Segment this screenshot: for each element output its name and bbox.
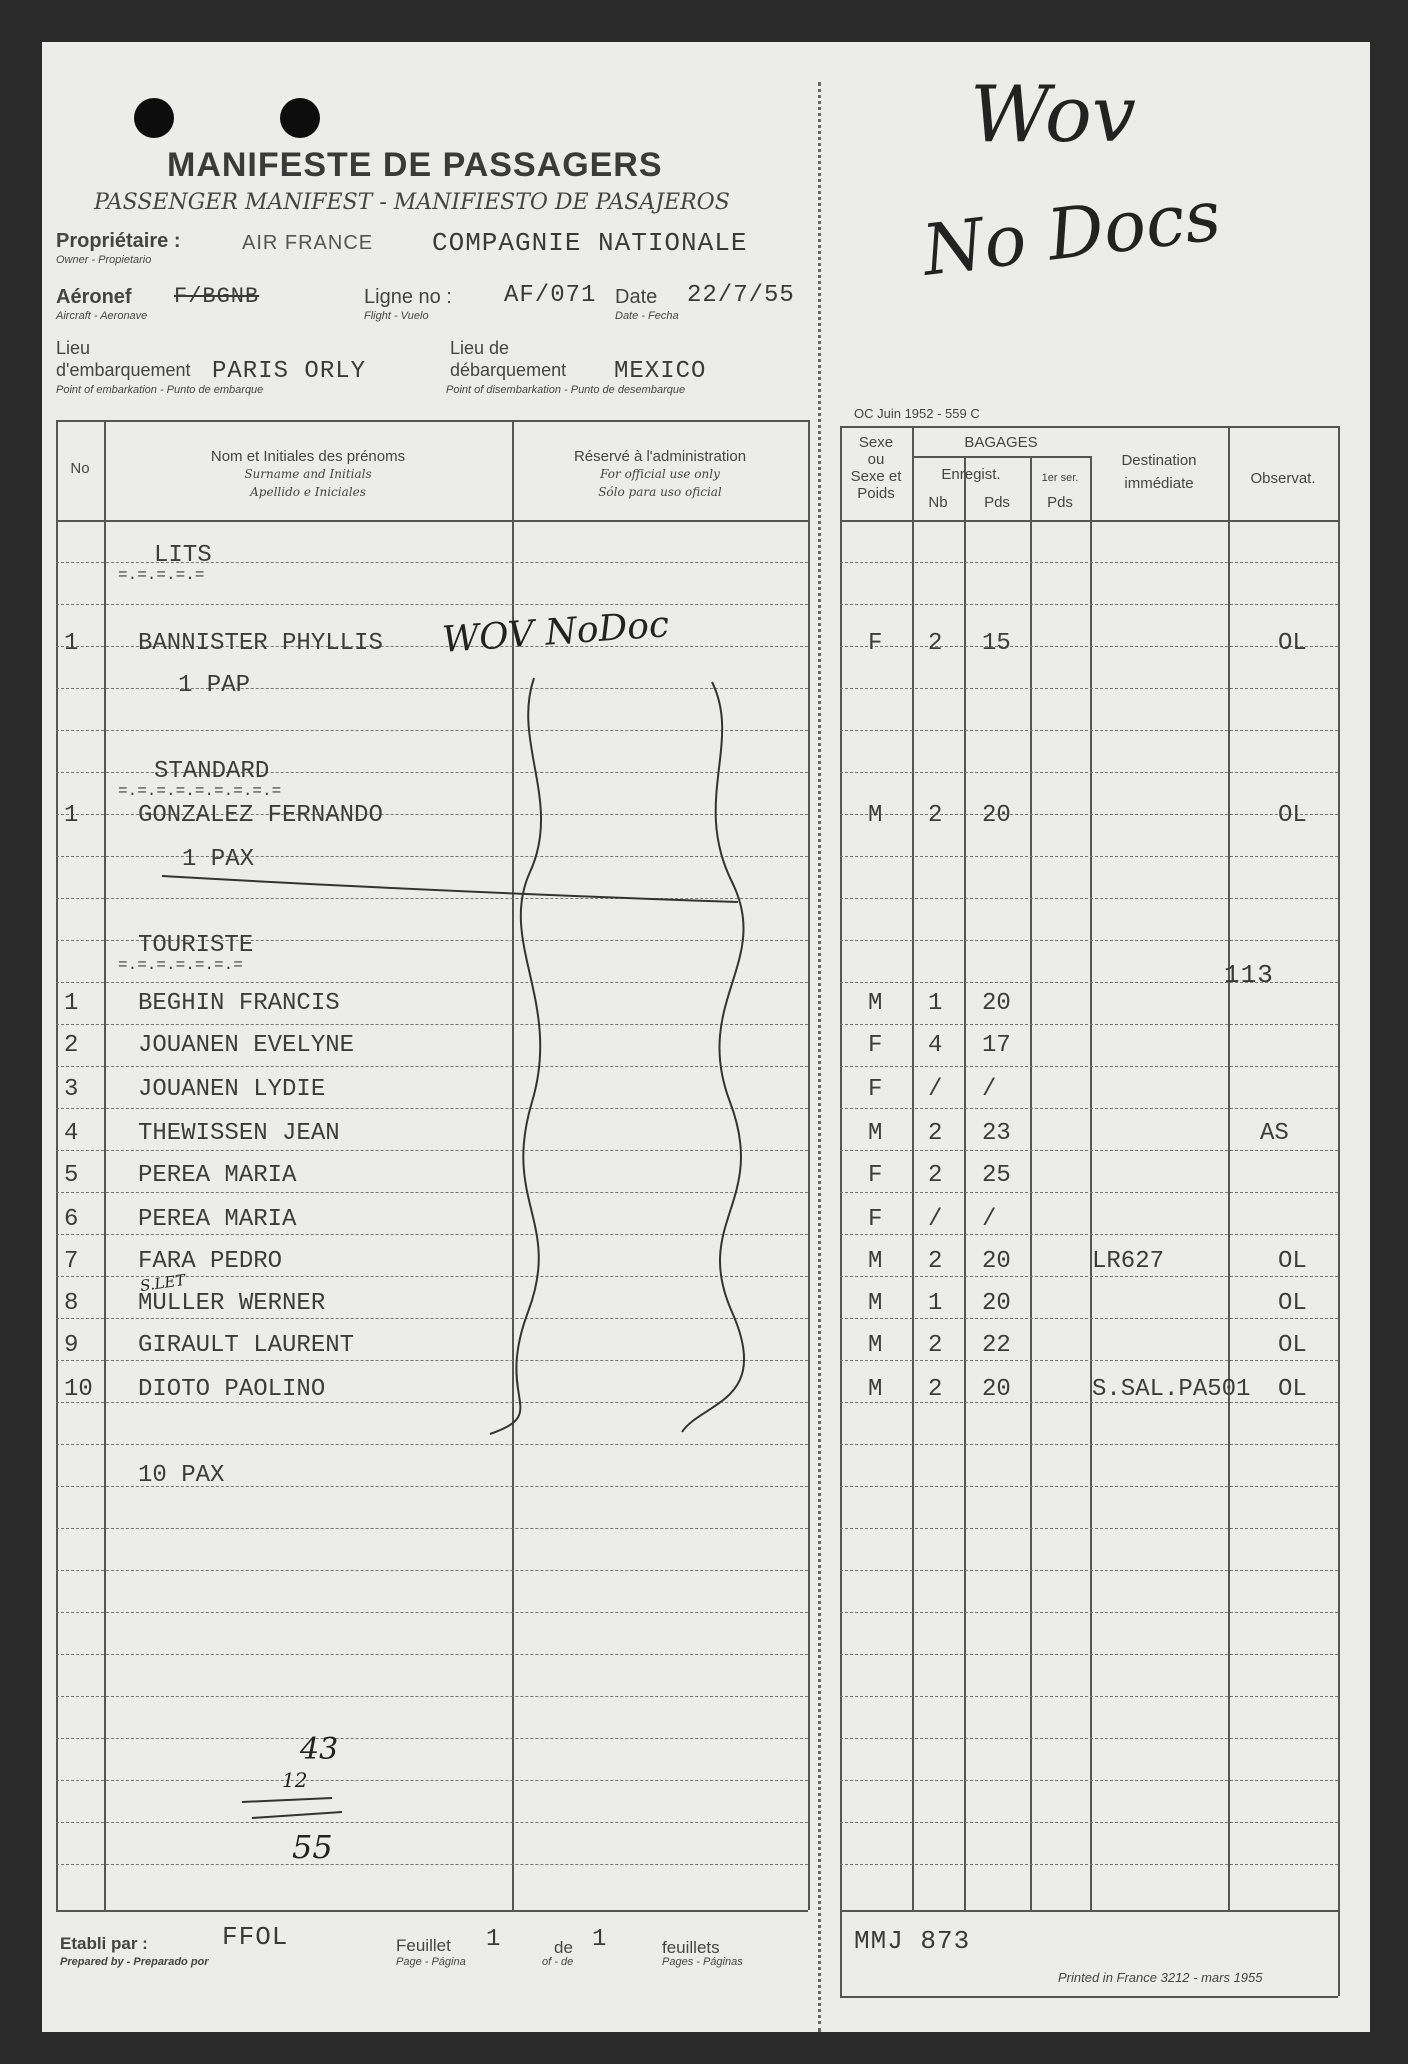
- ruled-line-right: [840, 772, 1338, 773]
- col-header-cabin: 1er ser.: [1041, 472, 1079, 484]
- row-number: 3: [64, 1076, 79, 1103]
- sheet-label: Feuillet: [396, 1936, 451, 1955]
- passenger-name: THEWISSEN JEAN: [138, 1120, 340, 1147]
- header-bottom-rule-right: [840, 520, 1338, 522]
- ruled-line-left: [56, 1108, 808, 1109]
- ruled-line-right: [840, 1738, 1338, 1739]
- row-bag-weight: 23: [982, 1120, 1011, 1147]
- date-sublabel: Date - Fecha: [615, 310, 679, 322]
- header-top-rule-right: [840, 426, 1338, 428]
- row-observation: OL: [1278, 1332, 1307, 1359]
- row-bag-weight: 20: [982, 990, 1011, 1017]
- ruled-line-left: [56, 1444, 808, 1445]
- ruled-line-right: [840, 814, 1338, 815]
- flight-value: AF/071: [504, 282, 597, 309]
- baggage-rule: [912, 456, 1090, 458]
- passenger-name: DIOTO PAOLINO: [138, 1376, 326, 1403]
- ruled-line-left: [56, 1528, 808, 1529]
- passenger-name: BANNISTER PHYLLIS: [138, 630, 383, 657]
- row-observation: OL: [1278, 630, 1307, 657]
- page-fold-divider: [818, 82, 821, 2032]
- row-sex: M: [868, 1376, 883, 1403]
- prepared-label: Etabli par :: [60, 1934, 148, 1953]
- ruled-line-left: [56, 730, 808, 731]
- owner-value: AIR FRANCE: [242, 232, 374, 254]
- row-bag-count: /: [928, 1076, 943, 1103]
- row-destination: LR627: [1092, 1248, 1165, 1275]
- ruled-line-right: [840, 1612, 1338, 1613]
- row-number: 2: [64, 1032, 79, 1059]
- ruled-line-right: [840, 1066, 1338, 1067]
- col-header-destination-2: immédiate: [1124, 475, 1194, 492]
- row-bag-count: 2: [928, 1248, 943, 1275]
- row-sex: F: [868, 1206, 883, 1233]
- row-sex: F: [868, 630, 883, 657]
- col-header-pds: Pds: [984, 494, 1010, 511]
- disembark-value: MEXICO: [614, 358, 707, 385]
- embark-sublabel: Point of embarkation - Punto de embarque: [56, 384, 264, 396]
- row-number: 9: [64, 1332, 79, 1359]
- row-bag-weight: 20: [982, 1290, 1011, 1317]
- row-observation: OL: [1278, 1290, 1307, 1317]
- row-destination: S.SAL.PA501: [1092, 1376, 1251, 1403]
- section-underline: =.=.=.=.=: [118, 566, 205, 584]
- col-header-admin-es: Sólo para uso oficial: [598, 485, 722, 499]
- row-observation: OL: [1278, 1248, 1307, 1275]
- handwritten-s-let: S.LET: [138, 1270, 187, 1296]
- row-bag-weight: 17: [982, 1032, 1011, 1059]
- ruled-line-right: [840, 1780, 1338, 1781]
- ruled-line-right: [840, 1654, 1338, 1655]
- aircraft-label: Aéronef: [56, 286, 132, 308]
- ruled-line-left: [56, 1024, 808, 1025]
- flight-sublabel: Flight - Vuelo: [364, 310, 429, 322]
- row-number: 1: [64, 990, 79, 1017]
- prepared-sublabel: Prepared by - Preparado por: [60, 1956, 209, 1968]
- handwritten-wov: Wov: [970, 70, 1136, 160]
- printed-note: Printed in France 3212 - mars 1955: [1058, 1970, 1263, 1985]
- ruled-line-right: [840, 730, 1338, 731]
- col-header-baggage: BAGAGES: [964, 434, 1038, 451]
- row-bag-weight: 20: [982, 1376, 1011, 1403]
- embark-label-1: Lieu: [56, 338, 91, 358]
- ruled-line-left: [56, 688, 808, 689]
- ruled-line-right: [840, 1528, 1338, 1529]
- ruled-line-left: [56, 1234, 808, 1235]
- ruled-line-left: [56, 1150, 808, 1151]
- footer-rule-right: [840, 1910, 1338, 1912]
- col-line-left: [56, 420, 58, 1910]
- ruled-line-right: [840, 1024, 1338, 1025]
- punch-hole-right: [280, 98, 320, 138]
- row-sex: M: [868, 1120, 883, 1147]
- col-header-sex-3: Sexe et: [850, 468, 902, 485]
- passenger-name: LITS: [154, 542, 212, 569]
- col-header-observ: Observat.: [1250, 470, 1316, 487]
- ruled-line-left: [56, 1066, 808, 1067]
- ruled-line-right: [840, 1192, 1338, 1193]
- ruled-line-right: [840, 1444, 1338, 1445]
- row-sex: M: [868, 1332, 883, 1359]
- row-sex: F: [868, 1076, 883, 1103]
- typed-113: 113: [1224, 960, 1274, 990]
- aircraft-sublabel: Aircraft - Aeronave: [56, 310, 148, 322]
- row-bag-weight: 20: [982, 1248, 1011, 1275]
- ruled-line-left: [56, 898, 808, 899]
- ruled-line-right: [840, 940, 1338, 941]
- row-bag-weight: 15: [982, 630, 1011, 657]
- wavy-line-2: [682, 682, 744, 1432]
- embark-label-2: d'embarquement: [56, 360, 191, 380]
- date-value: 22/7/55: [687, 282, 795, 309]
- tally-line-2: [252, 1812, 342, 1818]
- ruled-line-left: [56, 1864, 808, 1865]
- row-observation: AS: [1260, 1120, 1289, 1147]
- col-line-nb: [964, 456, 966, 1910]
- ruled-line-right: [840, 646, 1338, 647]
- row-bag-count: 2: [928, 630, 943, 657]
- passenger-name: 10 PAX: [138, 1462, 225, 1489]
- row-observation: OL: [1278, 802, 1307, 829]
- passenger-name: MULLER WERNER: [138, 1290, 326, 1317]
- col-header-name-es: Apellido e Iniciales: [250, 485, 366, 499]
- row-bag-count: 2: [928, 1162, 943, 1189]
- row-number: 1: [64, 802, 79, 829]
- tally-55: 55: [292, 1828, 333, 1866]
- sheets-label: feuillets: [662, 1938, 720, 1957]
- col-line-pds: [1030, 456, 1032, 1910]
- ruled-line-right: [840, 1402, 1338, 1403]
- punch-hole-left: [134, 98, 174, 138]
- footer-bottom-rule-right: [840, 1996, 1338, 1998]
- prepared-value: FFOL: [222, 1922, 289, 1952]
- flight-label: Ligne no :: [364, 286, 452, 308]
- of-value: 1: [592, 1926, 608, 1953]
- manifest-title: MANIFESTE DE PASSAGERS: [167, 146, 663, 184]
- ruled-line-left: [56, 1654, 808, 1655]
- ruled-line-right: [840, 1318, 1338, 1319]
- owner-sublabel: Owner - Propietario: [56, 254, 152, 266]
- embark-value: PARIS ORLY: [212, 358, 367, 385]
- row-number: 1: [64, 630, 79, 657]
- disembark-label-2: débarquement: [450, 360, 567, 380]
- passenger-name: GONZALEZ FERNANDO: [138, 802, 383, 829]
- ruled-line-right: [840, 1486, 1338, 1487]
- col-line-right: [1338, 426, 1340, 1996]
- passenger-name: BEGHIN FRANCIS: [138, 990, 340, 1017]
- col-header-name: [104, 448, 512, 501]
- disembark-sublabel: Point of disembarkation - Punto de desembarque: [446, 384, 686, 396]
- form-code: OC Juin 1952 - 559 C: [854, 406, 980, 421]
- col-header-sex-4: Poids: [857, 485, 895, 502]
- ruled-line-left: [56, 1570, 808, 1571]
- ruled-line-left: [56, 1360, 808, 1361]
- col-header-name-en: Surname and Initials: [244, 467, 372, 481]
- header-top-rule-left: [56, 420, 808, 422]
- passenger-name: JOUANEN EVELYNE: [138, 1032, 355, 1059]
- manifest-paper: [42, 42, 1370, 2032]
- owner-typed: COMPAGNIE NATIONALE: [432, 228, 748, 258]
- tally-12: 12: [282, 1768, 308, 1792]
- col-header-admin-en: For official use only: [600, 467, 720, 481]
- row-number: 5: [64, 1162, 79, 1189]
- row-number: 10: [64, 1376, 93, 1403]
- row-bag-count: 2: [928, 802, 943, 829]
- passenger-name: 1 PAP: [178, 672, 251, 699]
- ruled-line-right: [840, 1822, 1338, 1823]
- ruled-line-right: [840, 688, 1338, 689]
- disembark-label-1: Lieu de: [450, 338, 510, 358]
- ruled-line-left: [56, 1780, 808, 1781]
- ruled-line-left: [56, 1318, 808, 1319]
- col-header-registered: Enregist.: [941, 466, 1001, 483]
- passenger-name: 1 PAX: [182, 846, 255, 873]
- section-underline: =.=.=.=.=.=.=: [118, 956, 243, 974]
- row-bag-weight: 22: [982, 1332, 1011, 1359]
- col-header-cabin-pds: Pds: [1047, 494, 1073, 511]
- sheets-sublabel: Pages - Páginas: [662, 1956, 743, 1968]
- col-header-destination: [1090, 452, 1228, 492]
- ruled-line-left: [56, 1738, 808, 1739]
- col-header-sex-1: Sexe: [858, 434, 894, 451]
- row-number: 6: [64, 1206, 79, 1233]
- passenger-name: TOURISTE: [138, 932, 254, 959]
- ruled-line-right: [840, 562, 1338, 563]
- ruled-line-right: [840, 1150, 1338, 1151]
- row-bag-count: 2: [928, 1120, 943, 1147]
- of-label: de: [554, 1938, 573, 1957]
- ruled-line-left: [56, 856, 808, 857]
- col-header-nb: Nb: [928, 494, 948, 511]
- tally-43: 43: [300, 1732, 339, 1767]
- row-bag-count: /: [928, 1206, 943, 1233]
- row-bag-count: 1: [928, 990, 943, 1017]
- passenger-name: JOUANEN LYDIE: [138, 1076, 326, 1103]
- reference-number: MMJ 873: [854, 1926, 971, 1956]
- row-bag-weight: 25: [982, 1162, 1011, 1189]
- col-line-cabin: [1090, 456, 1092, 1910]
- sheet-value: 1: [486, 1926, 502, 1953]
- row-sex: F: [868, 1032, 883, 1059]
- col-line-sex: [912, 426, 914, 1910]
- row-number: 4: [64, 1120, 79, 1147]
- ruled-line-right: [840, 1276, 1338, 1277]
- col-header-admin-fr: Réservé à l'administration: [573, 448, 747, 465]
- passenger-name: PEREA MARIA: [138, 1206, 297, 1233]
- row-bag-weight: 20: [982, 802, 1011, 829]
- handwritten-row-note: WOV NoDoc: [440, 604, 671, 661]
- manifest-subtitle: PASSENGER MANIFEST - MANIFIESTO DE PASAJEROS: [94, 190, 730, 215]
- row-sex: M: [868, 1248, 883, 1275]
- tally-line-1: [242, 1798, 332, 1802]
- row-number: 7: [64, 1248, 79, 1275]
- header-bottom-rule-left: [56, 520, 808, 522]
- passenger-name: STANDARD: [154, 758, 270, 785]
- sheet-sublabel: Page - Página: [396, 1956, 466, 1968]
- ruled-line-right: [840, 1570, 1338, 1571]
- date-label: Date: [615, 286, 658, 308]
- ruled-line-right: [840, 856, 1338, 857]
- passenger-name: FARA PEDRO: [138, 1248, 283, 1275]
- ruled-line-right: [840, 1696, 1338, 1697]
- ruled-line-left: [56, 1192, 808, 1193]
- ruled-line-right: [840, 1108, 1338, 1109]
- section-underline: =.=.=.=.=.=.=.=.=: [118, 782, 282, 800]
- row-bag-weight: /: [982, 1076, 997, 1103]
- col-header-destination-1: Destination: [1121, 452, 1197, 469]
- col-header-no: No: [70, 460, 90, 477]
- ruled-line-left: [56, 1696, 808, 1697]
- of-sublabel: of - de: [542, 1956, 574, 1968]
- col-line-no: [104, 420, 106, 1910]
- row-sex: M: [868, 1290, 883, 1317]
- col-header-admin: [512, 448, 808, 501]
- row-bag-count: 4: [928, 1032, 943, 1059]
- row-number: 8: [64, 1290, 79, 1317]
- wavy-line-1: [490, 678, 541, 1434]
- ruled-line-right: [840, 1234, 1338, 1235]
- row-sex: M: [868, 802, 883, 829]
- col-line-right-start: [840, 426, 842, 1996]
- row-bag-weight: /: [982, 1206, 997, 1233]
- passenger-name: GIRAULT LAURENT: [138, 1332, 355, 1359]
- owner-label: Propriétaire :: [56, 230, 181, 252]
- ruled-line-right: [840, 898, 1338, 899]
- footer-rule-left: [56, 1910, 808, 1912]
- aircraft-value: F/BGNB: [174, 284, 260, 309]
- row-sex: F: [868, 1162, 883, 1189]
- col-header-sex-2: ou: [867, 451, 885, 468]
- col-header-name-fr: Nom et Initiales des prénoms: [210, 448, 406, 465]
- col-line-dest: [1228, 426, 1230, 1910]
- passenger-name: PEREA MARIA: [138, 1162, 297, 1189]
- ruled-line-right: [840, 1360, 1338, 1361]
- col-line-left-end: [808, 420, 810, 1910]
- col-header-sex: [840, 434, 912, 502]
- row-bag-count: 2: [928, 1376, 943, 1403]
- row-sex: M: [868, 990, 883, 1017]
- ruled-line-right: [840, 1864, 1338, 1865]
- row-observation: OL: [1278, 1376, 1307, 1403]
- row-bag-count: 1: [928, 1290, 943, 1317]
- ruled-line-left: [56, 1612, 808, 1613]
- ruled-line-left: [56, 604, 808, 605]
- ruled-line-left: [56, 1822, 808, 1823]
- ruled-line-right: [840, 604, 1338, 605]
- handwritten-no-docs: No Docs: [918, 174, 1225, 292]
- ruled-line-left: [56, 982, 808, 983]
- row-bag-count: 2: [928, 1332, 943, 1359]
